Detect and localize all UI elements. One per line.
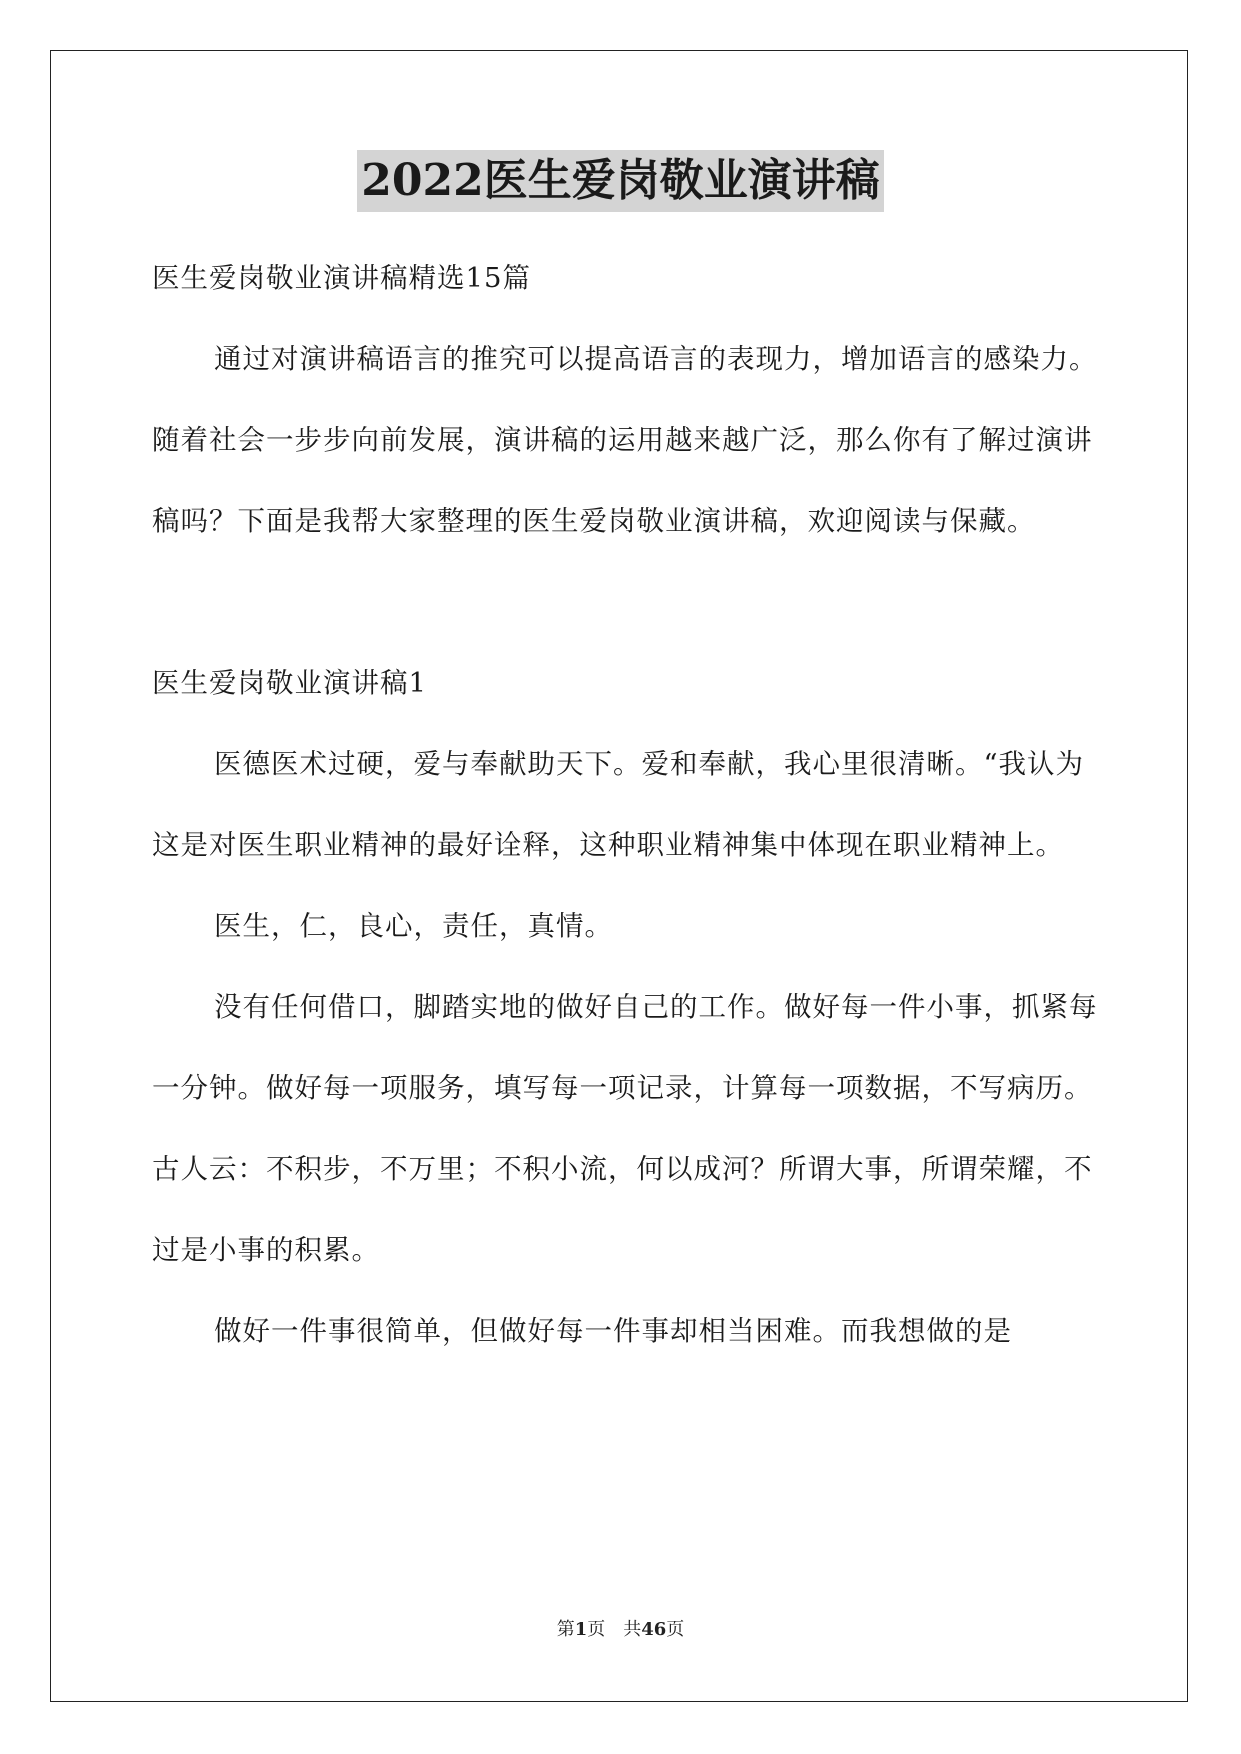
title-container: [0, 150, 1241, 212]
page-mid: 页 共: [587, 1619, 642, 1640]
document-title: 2022医生爱岗敬业演讲稿: [357, 150, 883, 212]
intro-paragraph: 通过对演讲稿语言的推究可以提高语言的表现力，增加语言的感染力。随着社会一步步向前发展，演讲稿的运用越来越广泛，那么你有了解过演讲稿吗？下面是我帮大家整理的医生爱岗敬业演讲稿，欢迎阅读与保藏。: [152, 343, 1098, 537]
body-paragraph: 做好一件事很简单，但做好每一件事却相当困难。而我想做的是: [214, 1315, 1012, 1347]
total-pages: 46: [641, 1619, 667, 1640]
body-paragraph: 医生，仁，良心，责任，真情。: [214, 910, 613, 942]
document-subtitle: 医生爱岗敬业演讲稿精选15篇: [152, 262, 531, 294]
page-number: 1: [574, 1619, 588, 1640]
page-prefix: 第: [556, 1619, 575, 1640]
section-heading: 医生爱岗敬业演讲稿1: [152, 667, 427, 699]
body-paragraph: 没有任何借口，脚踏实地的做好自己的工作。做好每一件小事，抓紧每一分钟。做好每一项服务，填写每一项记录，计算每一项数据，不写病历。古人云：不积步，不万里；不积小流，何以成河？所谓大事，所谓荣耀，不过是小事的积累。: [152, 991, 1098, 1266]
document-body: [152, 238, 1098, 1372]
page-footer: [0, 1618, 1241, 1642]
body-paragraph: 医德医术过硬，爱与奉献助天下。爱和奉献，我心里很清晰。“我认为这是对医生职业精神的最好诠释，这种职业精神集中体现在职业精神上。: [152, 748, 1085, 861]
paragraph-gap: [152, 562, 1098, 643]
page-suffix: 页: [666, 1619, 685, 1640]
